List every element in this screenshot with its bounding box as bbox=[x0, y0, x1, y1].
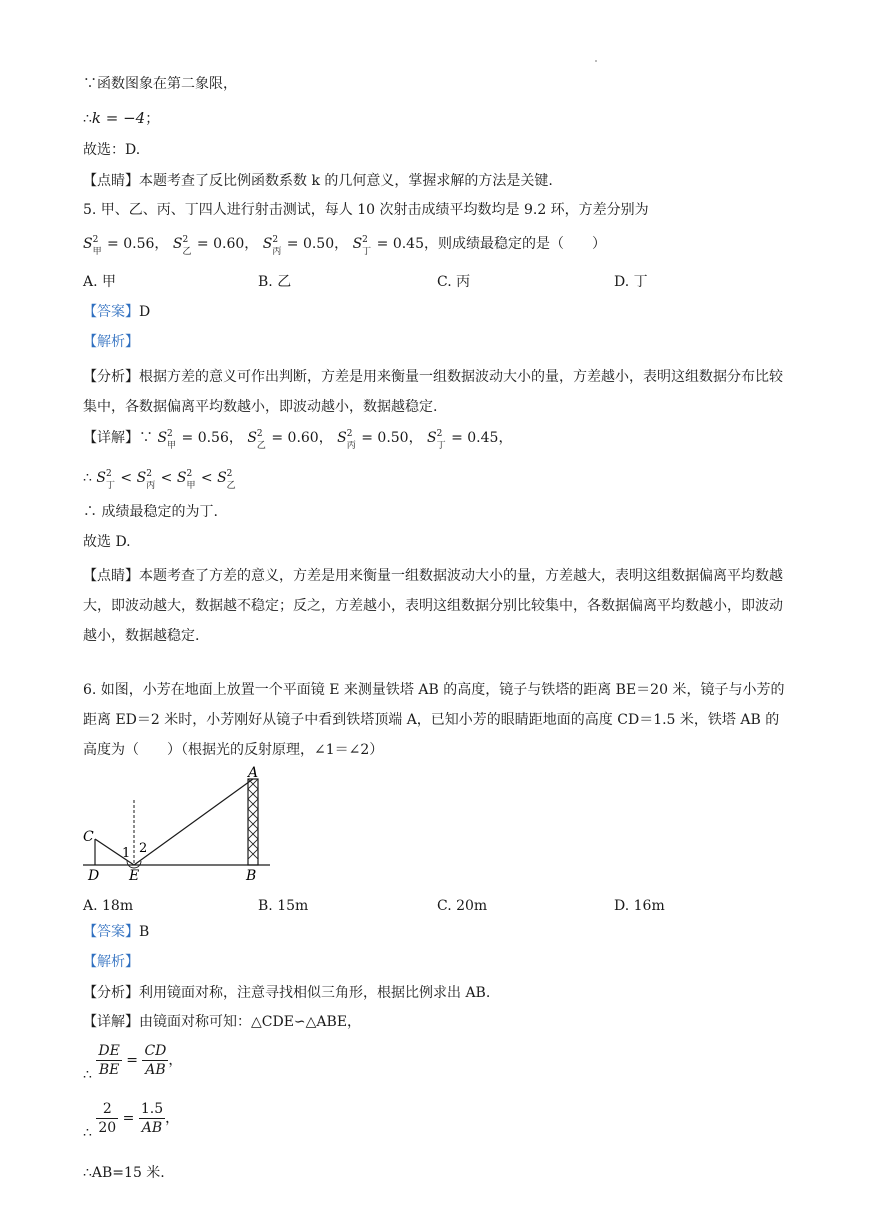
question-5-variances: S 2 甲 = 0.56， S 2 乙 = 0.60， S 2 丙 = 0.50， S 2 丁 = 0.45，则成绩最稳定的是（ ） bbox=[83, 235, 606, 257]
q5-dianjing: 【点睛】本题考查了方差的意义，方差是用来衡量一组数据波动大小的量，方差越大，表明这组数据偏离平均数越大，即波动越大，数据越不稳定；反之，方差越小，表明这组数据分别比较集中，各数据偏离平均数越小，即波动越小，数据越稳定. bbox=[83, 568, 783, 644]
text-line bbox=[83, 108, 159, 129]
variance-jia: S 2 甲 = 0.56 bbox=[157, 429, 229, 451]
answer-value: D bbox=[139, 304, 151, 320]
q5-answer bbox=[83, 302, 150, 322]
answer-tag: 【答案】 bbox=[83, 304, 139, 320]
q6-detail: 【详解】由镜面对称可知：△CDE∽△ABE， bbox=[83, 1014, 362, 1030]
variance-jia: S 2 甲 = 0.56 bbox=[83, 235, 155, 257]
q6-proportion-2: ∴ $\frac{2}{20}$ = $\frac{1.5}{AB}$ ， bbox=[83, 1101, 180, 1141]
text-line: 故选：D. bbox=[83, 142, 141, 158]
scan-dot bbox=[595, 60, 597, 62]
q5-inequality: ∴ S 2 丁 < S 2 丙 < S 2 甲 < S 2 乙 bbox=[83, 469, 236, 491]
label-d: D bbox=[88, 868, 100, 884]
analysis-tag: 【解析】 bbox=[83, 954, 139, 970]
ray-ea bbox=[134, 779, 253, 865]
analysis-tag: 【解析】 bbox=[83, 334, 139, 350]
text-line: ∵函数图象在第二象限， bbox=[83, 76, 237, 92]
tower-ab bbox=[248, 779, 258, 865]
q6-option-c[interactable]: C. 20m bbox=[437, 898, 488, 914]
variance-bing: S 2 丙 = 0.50 bbox=[337, 429, 409, 451]
question-5-stem: 5. 甲、乙、丙、丁四人进行射击测试，每人 10 次射击成绩平均数均是 9.2 环，方差分别为 bbox=[83, 202, 649, 218]
answer-value: B bbox=[139, 924, 150, 940]
section-tag: 【点睛】 bbox=[83, 173, 139, 189]
angle-2-label: 2 bbox=[139, 841, 148, 856]
question-tail: ，则成绩最稳定的是（ ） bbox=[423, 236, 606, 252]
formula-k: k = −4 bbox=[91, 109, 146, 127]
q6-final: ∴AB=15 米. bbox=[83, 1165, 165, 1181]
section-text: 本题考查了反比例函数系数 k 的几何意义，掌握求解的方法是关键. bbox=[139, 173, 553, 189]
q5-conclusion: ∴ 成绩最稳定的为丁. bbox=[83, 504, 218, 520]
q6-proportion-1: ∴ $\frac{DE}{BE}$ = $\frac{CD}{AB}$ ， bbox=[83, 1043, 183, 1083]
q5-option-d[interactable]: D. 丁 bbox=[614, 274, 648, 290]
mirror-tower-figure bbox=[80, 765, 280, 885]
punctuation: ； bbox=[145, 111, 160, 127]
label-a: A bbox=[248, 765, 259, 781]
q6-option-b[interactable]: B. 15m bbox=[258, 898, 309, 914]
q5-option-a[interactable]: A. 甲 bbox=[83, 274, 117, 290]
q5-option-c[interactable]: C. 丙 bbox=[437, 274, 471, 290]
q6-option-d[interactable]: D. 16m bbox=[614, 898, 665, 914]
variance-ding: S 2 丁 = 0.45 bbox=[427, 429, 499, 451]
variance-bing: S 2 丙 = 0.50 bbox=[262, 235, 335, 257]
angle-1-label: 1 bbox=[122, 846, 131, 861]
variance-ding: S 2 丁 = 0.45 bbox=[352, 235, 424, 257]
q5-detail: 【详解】∵ S 2 甲 = 0.56， S 2 乙 = 0.60， S 2 丙 = 0.50， S 2 丁 = 0.45， bbox=[83, 429, 513, 451]
therefore-symbol: ∴ bbox=[83, 111, 92, 127]
variance-yi: S 2 乙 = 0.60 bbox=[247, 429, 319, 451]
q5-option-b[interactable]: B. 乙 bbox=[258, 274, 292, 290]
text-line bbox=[83, 171, 553, 191]
answer-tag: 【答案】 bbox=[83, 924, 139, 940]
label-b: B bbox=[246, 868, 257, 884]
question-6-stem: 6. 如图，小芳在地面上放置一个平面镜 E 来测量铁塔 AB 的高度，镜子与铁塔的距离 BE＝20 米，镜子与小芳的距离 ED＝2 米时，小芳刚好从镜子中看到铁塔顶端 A，已知小芳的眼睛距地面的高度 CD＝1.5 米，铁塔 AB 的高度为（ ）（根据光的反射原理，∠1＝∠2） bbox=[83, 682, 785, 758]
q5-fenxi: 【分析】根据方差的意义可作出判断，方差是用来衡量一组数据波动大小的量，方差越小，表明这组数据分布比较集中，各数据偏离平均数越小，即波动越小，数据越稳定. bbox=[83, 369, 783, 415]
q6-fenxi: 【分析】利用镜面对称，注意寻找相似三角形，根据比例求出 AB. bbox=[83, 985, 491, 1001]
q5-select: 故选 D. bbox=[83, 534, 131, 550]
q6-answer bbox=[83, 922, 149, 942]
q6-option-a[interactable]: A. 18m bbox=[83, 898, 134, 914]
variance-yi: S 2 乙 = 0.60 bbox=[172, 235, 245, 257]
label-c: C bbox=[83, 829, 94, 845]
label-e: E bbox=[129, 868, 140, 884]
